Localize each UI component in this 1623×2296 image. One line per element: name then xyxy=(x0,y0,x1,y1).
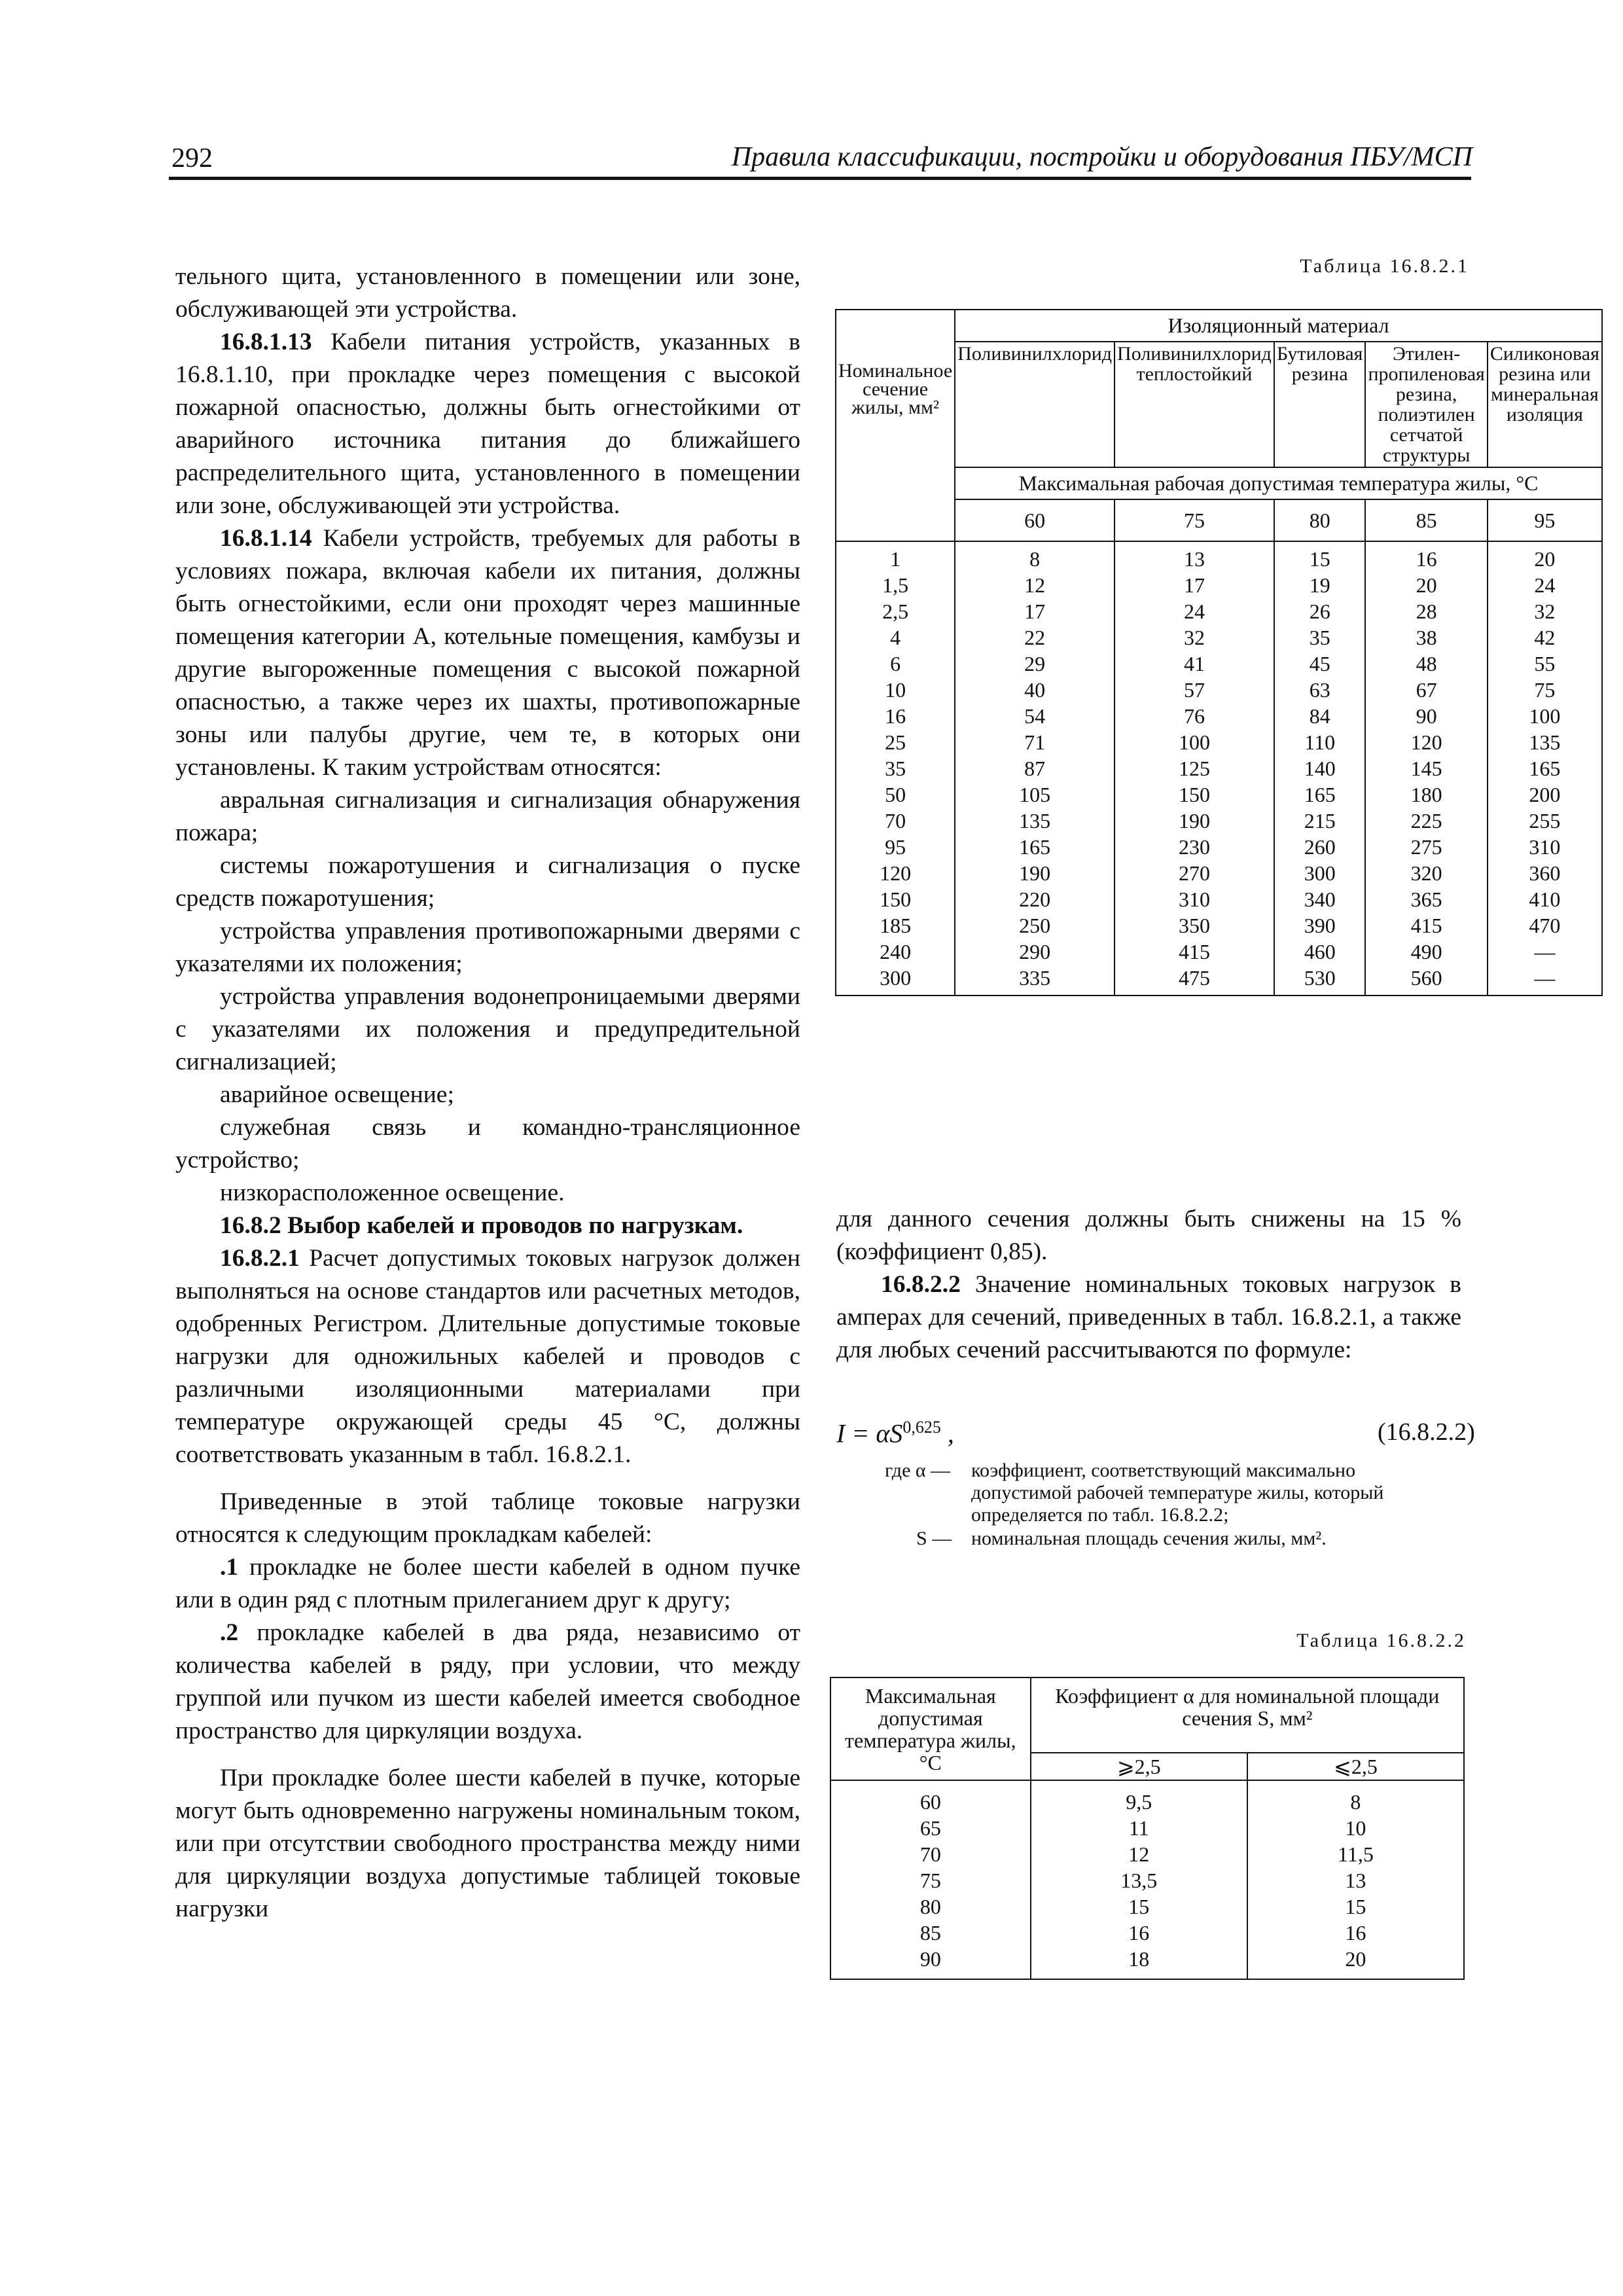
temperature-header: Максимальная рабочая допустимая температура жилы, °С xyxy=(955,467,1602,499)
paragraph-16-8-1-14 xyxy=(175,522,800,784)
list-item: устройства управления противопожарными дверями с указателями их положения; xyxy=(175,918,800,977)
table-cell: 10 xyxy=(1345,1816,1366,1840)
table-cell: 165 xyxy=(1019,835,1051,859)
table-cell: 270 xyxy=(1178,861,1210,885)
table-cell: 120 xyxy=(1410,730,1442,754)
table-cell: 45 xyxy=(1309,652,1330,675)
paragraph: Приведенные в этой таблице токовые нагрузки относятся к следующим прокладкам кабелей: xyxy=(175,1488,800,1548)
subheader: ⩾2,5 xyxy=(1031,1753,1247,1780)
table-cell: 38 xyxy=(1416,626,1437,649)
table-cell: 20 xyxy=(1416,573,1437,597)
table-cell: 63 xyxy=(1309,678,1330,702)
table-cell: 16 xyxy=(885,704,906,728)
table-cell: 135 xyxy=(1529,730,1561,754)
material-header: Поливинилхлорид теплостойкий xyxy=(1115,342,1274,467)
table-cell: 8 xyxy=(1350,1790,1361,1814)
table-cell: 26 xyxy=(1309,600,1330,623)
table-cell: 28 xyxy=(1416,600,1437,623)
material-header: Поливинилхлорид xyxy=(955,342,1115,467)
table-cell: 150 xyxy=(880,888,912,911)
paragraph: При прокладке более шести кабелей в пучке, которые могут быть одновременно нагружены номинальным током, или при отсутствии свободного пространства между ними для циркуляции воздуха допустимые таблицей токовые нагрузки xyxy=(175,1765,800,1922)
table-cell: 530 xyxy=(1304,966,1336,990)
value-column xyxy=(830,1780,1031,1979)
item-text: прокладке кабелей в два ряда, независимо от количества кабелей в ряду, при условии, что между группой или пучком из шести кабелей имеется свободное пространство для циркуляции воздуха. xyxy=(175,1619,800,1744)
table-cell: 12 xyxy=(1128,1842,1150,1866)
table-cell: 470 xyxy=(1529,914,1561,937)
table-cell: 560 xyxy=(1410,966,1442,990)
formula-number: (16.8.2.2) xyxy=(1378,1418,1475,1446)
table-cell: 415 xyxy=(1178,940,1210,963)
table-cell: 10 xyxy=(885,678,906,702)
table-cell: 200 xyxy=(1529,783,1561,806)
table-cell: 145 xyxy=(1410,757,1442,780)
table-cell: 16 xyxy=(1345,1921,1366,1945)
table-cell: 310 xyxy=(1178,888,1210,911)
table-cell: 215 xyxy=(1304,809,1336,833)
value-column xyxy=(955,541,1115,996)
table-cell: 165 xyxy=(1529,757,1561,780)
list-item: низкорасположенное освещение. xyxy=(220,1179,565,1206)
subheader: ⩽2,5 xyxy=(1247,1753,1464,1780)
table-cell: 360 xyxy=(1529,861,1561,885)
table-cell: 340 xyxy=(1304,888,1336,911)
table-cell: 75 xyxy=(919,1869,941,1892)
value-column xyxy=(1365,541,1487,996)
material-header: Этилен-пропиленовая резина, полиэтилен сетчатой структуры xyxy=(1365,342,1487,467)
paragraph-16-8-1-13 xyxy=(175,326,800,522)
formula-body: I = αS xyxy=(836,1418,903,1448)
table-cell: 365 xyxy=(1410,888,1442,911)
table-cell: 41 xyxy=(1183,652,1205,675)
value-column xyxy=(1115,541,1274,996)
section-heading xyxy=(175,1210,800,1242)
table-cell: 240 xyxy=(880,940,912,963)
table-cell: 84 xyxy=(1309,704,1330,728)
table-cell: 13,5 xyxy=(1120,1869,1158,1892)
item-text: прокладке не более шести кабелей в одном пучке или в один ряд с плотным прилеганием друг к другу; xyxy=(175,1554,800,1613)
table-cell: 275 xyxy=(1410,835,1442,859)
table-cell: 300 xyxy=(1304,861,1336,885)
table-cell: 24 xyxy=(1534,573,1556,597)
table-cell: 260 xyxy=(1304,835,1336,859)
table-cell: 22 xyxy=(1024,626,1046,649)
table-cell: 67 xyxy=(1416,678,1437,702)
clause-number: 16.8.2.2 xyxy=(881,1271,961,1298)
formula xyxy=(836,1418,954,1448)
table-caption: Таблица 16.8.2.1 xyxy=(1300,255,1469,277)
table-cell: 13 xyxy=(1345,1869,1366,1892)
list-item xyxy=(175,1551,800,1617)
table-cell: 16 xyxy=(1128,1921,1150,1945)
value-column xyxy=(1247,1780,1464,1979)
table-cell: 15 xyxy=(1309,547,1330,571)
value-column xyxy=(1488,541,1602,996)
table-cell: 17 xyxy=(1024,600,1046,623)
table-cell: 9,5 xyxy=(1126,1790,1152,1814)
table-cell: 32 xyxy=(1183,626,1205,649)
table-cell: 220 xyxy=(1019,888,1051,911)
table-cell: 57 xyxy=(1183,678,1205,702)
table-cell: 95 xyxy=(885,835,906,859)
temp-cell: 60 xyxy=(955,499,1115,541)
table-cell: 290 xyxy=(1019,940,1051,963)
value-column xyxy=(1274,541,1366,996)
table-cell: 76 xyxy=(1183,704,1205,728)
column-header-section: Номинальное сечение жилы, мм² xyxy=(836,310,955,541)
table-cell: 17 xyxy=(1183,573,1205,597)
left-column xyxy=(175,260,800,1926)
table-cell: 165 xyxy=(1304,783,1336,806)
table-cell: 90 xyxy=(919,1947,941,1971)
table-cell: 15 xyxy=(1128,1895,1150,1918)
list-item: устройства управления водонепроницаемыми дверями с указателями их положения и предупредительной сигнализацией; xyxy=(175,983,800,1075)
clause-text: Значение номинальных токовых нагрузок в амперах для сечений, приведенных в табл. 16.8.2.1, а также для любых сечений рассчитываются по формуле: xyxy=(836,1271,1461,1363)
table-cell: 490 xyxy=(1410,940,1442,963)
table-cell: 6 xyxy=(890,652,901,675)
table-cell: — xyxy=(1534,940,1556,963)
table-cell: 19 xyxy=(1309,573,1330,597)
table-cell: 29 xyxy=(1024,652,1046,675)
table-cell: 42 xyxy=(1534,626,1556,649)
table-cell: 475 xyxy=(1178,966,1210,990)
list-item: аварийное освещение; xyxy=(220,1081,454,1108)
table-cell: 40 xyxy=(1024,678,1046,702)
table-cell: 390 xyxy=(1304,914,1336,937)
group-header: Коэффициент α для номинальной площади сечения S, мм² xyxy=(1031,1677,1464,1753)
table-16-8-2-2 xyxy=(830,1677,1465,1980)
table-cell: 15 xyxy=(1345,1895,1366,1918)
table-cell: 70 xyxy=(885,809,906,833)
temp-cell: 75 xyxy=(1115,499,1274,541)
section-heading-text: 16.8.2 Выбор кабелей и проводов по нагрузкам. xyxy=(220,1212,743,1239)
table-cell: 20 xyxy=(1345,1947,1366,1971)
table-cell: 190 xyxy=(1019,861,1051,885)
table-cell: 415 xyxy=(1410,914,1442,937)
table-cell: 11,5 xyxy=(1338,1842,1374,1866)
table-cell: 12 xyxy=(1024,573,1046,597)
column-header-temperature: Максимальная допустимая температура жилы, °С xyxy=(830,1677,1031,1780)
table-cell: 71 xyxy=(1024,730,1046,754)
table-cell: 80 xyxy=(919,1895,941,1918)
table-cell: 1,5 xyxy=(882,573,909,597)
table-16-8-2-1 xyxy=(835,309,1603,996)
table-cell: 8 xyxy=(1029,547,1041,571)
table-cell: 350 xyxy=(1178,914,1210,937)
table-cell: 125 xyxy=(1178,757,1210,780)
table-cell: 50 xyxy=(885,783,906,806)
table-cell: 185 xyxy=(880,914,912,937)
paragraph-continuation: для данного сечения должны быть снижены на 15 % (коэффициент 0,85). xyxy=(836,1206,1461,1265)
material-header: Силиконовая резина или минеральная изоляция xyxy=(1488,342,1602,467)
table-cell: 75 xyxy=(1534,678,1556,702)
table-cell: 35 xyxy=(1309,626,1330,649)
item-number: .1 xyxy=(220,1554,239,1581)
table-cell: 13 xyxy=(1183,547,1205,571)
table-cell: 225 xyxy=(1410,809,1442,833)
table-cell: 190 xyxy=(1178,809,1210,833)
table-cell: 250 xyxy=(1019,914,1051,937)
right-column xyxy=(836,1203,1461,1367)
table-cell: 150 xyxy=(1178,783,1210,806)
where-text: коэффициент, соответствующий максимально допустимой рабочей температуре жилы, который определяется по табл. 16.8.2.2; xyxy=(971,1460,1384,1526)
table-cell: 35 xyxy=(885,757,906,780)
table-cell: 110 xyxy=(1304,730,1336,754)
table-cell: 320 xyxy=(1410,861,1442,885)
list-item: системы пожаротушения и сигнализация о пуске средств пожаротушения; xyxy=(175,852,800,912)
clause-text: Расчет допустимых токовых нагрузок должен выполняться на основе стандартов или расчетных методов, одобренных Регистром. Длительные допустимые токовые нагрузки для одножильных кабелей и проводов с различными изоляционными материалами при температуре окружающей среды 45 °С, должны соответствовать указанным в табл. 16.8.2.1. xyxy=(175,1245,800,1468)
table-cell: 120 xyxy=(880,861,912,885)
clause-text: Кабели устройств, требуемых для работы в условиях пожара, включая кабели их питания, должны быть огнестойкими, если они проходят через машинные помещения категории А, котельные помещения, камбузы и другие выгороженные помещения с высокой пожарной опасностью, а также через их шахты, противопожарные зоны или палубы другие, чем те, в которых они установлены. К таким устройствам относятся: xyxy=(175,525,800,781)
table-cell: 135 xyxy=(1019,809,1051,833)
table-cell: 54 xyxy=(1024,704,1046,728)
list-item: служебная связь и командно-трансляционное устройство; xyxy=(175,1114,800,1174)
paragraph-16-8-2-2 xyxy=(836,1268,1461,1367)
table-cell: 140 xyxy=(1304,757,1336,780)
value-column xyxy=(836,541,955,996)
list-item xyxy=(175,1617,800,1748)
table-cell: 20 xyxy=(1534,547,1556,571)
table-cell: 4 xyxy=(890,626,901,649)
table-cell: 25 xyxy=(885,730,906,754)
header-rule xyxy=(169,177,1471,180)
clause-number: 16.8.1.14 xyxy=(220,525,312,552)
table-cell: 24 xyxy=(1183,600,1205,623)
table-cell: 300 xyxy=(880,966,912,990)
table-cell: 105 xyxy=(1019,783,1051,806)
temp-cell: 80 xyxy=(1274,499,1366,541)
table-cell: 16 xyxy=(1416,547,1437,571)
table-cell: 100 xyxy=(1178,730,1210,754)
table-cell: 65 xyxy=(919,1816,941,1840)
clause-number: 16.8.1.13 xyxy=(220,329,312,355)
paragraph-16-8-2-1 xyxy=(175,1242,800,1471)
where-text: номинальная площадь сечения жилы, мм². xyxy=(971,1528,1327,1549)
table-cell: 87 xyxy=(1024,757,1046,780)
material-header: Бутиловая резина xyxy=(1274,342,1366,467)
table-cell: 1 xyxy=(890,547,901,571)
table-cell: 90 xyxy=(1416,704,1437,728)
page-number: 292 xyxy=(171,143,213,173)
table-cell: 48 xyxy=(1416,652,1437,675)
table-caption: Таблица 16.8.2.2 xyxy=(1296,1630,1466,1651)
formula-tail: , xyxy=(940,1418,954,1448)
temp-cell: 95 xyxy=(1488,499,1602,541)
table-cell: 335 xyxy=(1019,966,1051,990)
paragraph-continuation: тельного щита, установленного в помещении или зоне, обслуживающей эти устройства. xyxy=(175,263,800,323)
group-header: Изоляционный материал xyxy=(955,310,1602,342)
table-cell: 11 xyxy=(1128,1816,1149,1840)
table-cell: 55 xyxy=(1534,652,1556,675)
clause-text: Кабели питания устройств, указанных в 16.8.1.10, при прокладке через помещения с высокой пожарной опасностью, должны быть огнестойкими от аварийного источника питания до ближайшего распределительного щита, установленного в помещении или зоне, обслуживающей эти устройства. xyxy=(175,329,800,519)
temp-cell: 85 xyxy=(1365,499,1487,541)
table-cell: 70 xyxy=(919,1842,941,1866)
table-cell: 32 xyxy=(1534,600,1556,623)
table-cell: 2,5 xyxy=(882,600,909,623)
clause-number: 16.8.2.1 xyxy=(220,1245,300,1272)
running-title: Правила классификации, постройки и оборудования ПБУ/МСП xyxy=(731,142,1472,172)
table-cell: 60 xyxy=(919,1790,941,1814)
table-cell: — xyxy=(1534,966,1556,990)
table-cell: 180 xyxy=(1410,783,1442,806)
table-cell: 85 xyxy=(919,1921,941,1945)
formula-exponent: 0,625 xyxy=(902,1418,941,1437)
table-cell: 410 xyxy=(1529,888,1561,911)
table-cell: 310 xyxy=(1529,835,1561,859)
value-column xyxy=(1031,1780,1247,1979)
table-cell: 255 xyxy=(1529,809,1561,833)
list-item: авральная сигнализация и сигнализация обнаружения пожара; xyxy=(175,787,800,846)
table-cell: 230 xyxy=(1178,835,1210,859)
table-cell: 18 xyxy=(1128,1947,1150,1971)
table-cell: 460 xyxy=(1304,940,1336,963)
where-label: S — xyxy=(916,1528,952,1549)
item-number: .2 xyxy=(220,1619,239,1646)
table-cell: 100 xyxy=(1529,704,1561,728)
where-label: где α — xyxy=(885,1460,951,1481)
